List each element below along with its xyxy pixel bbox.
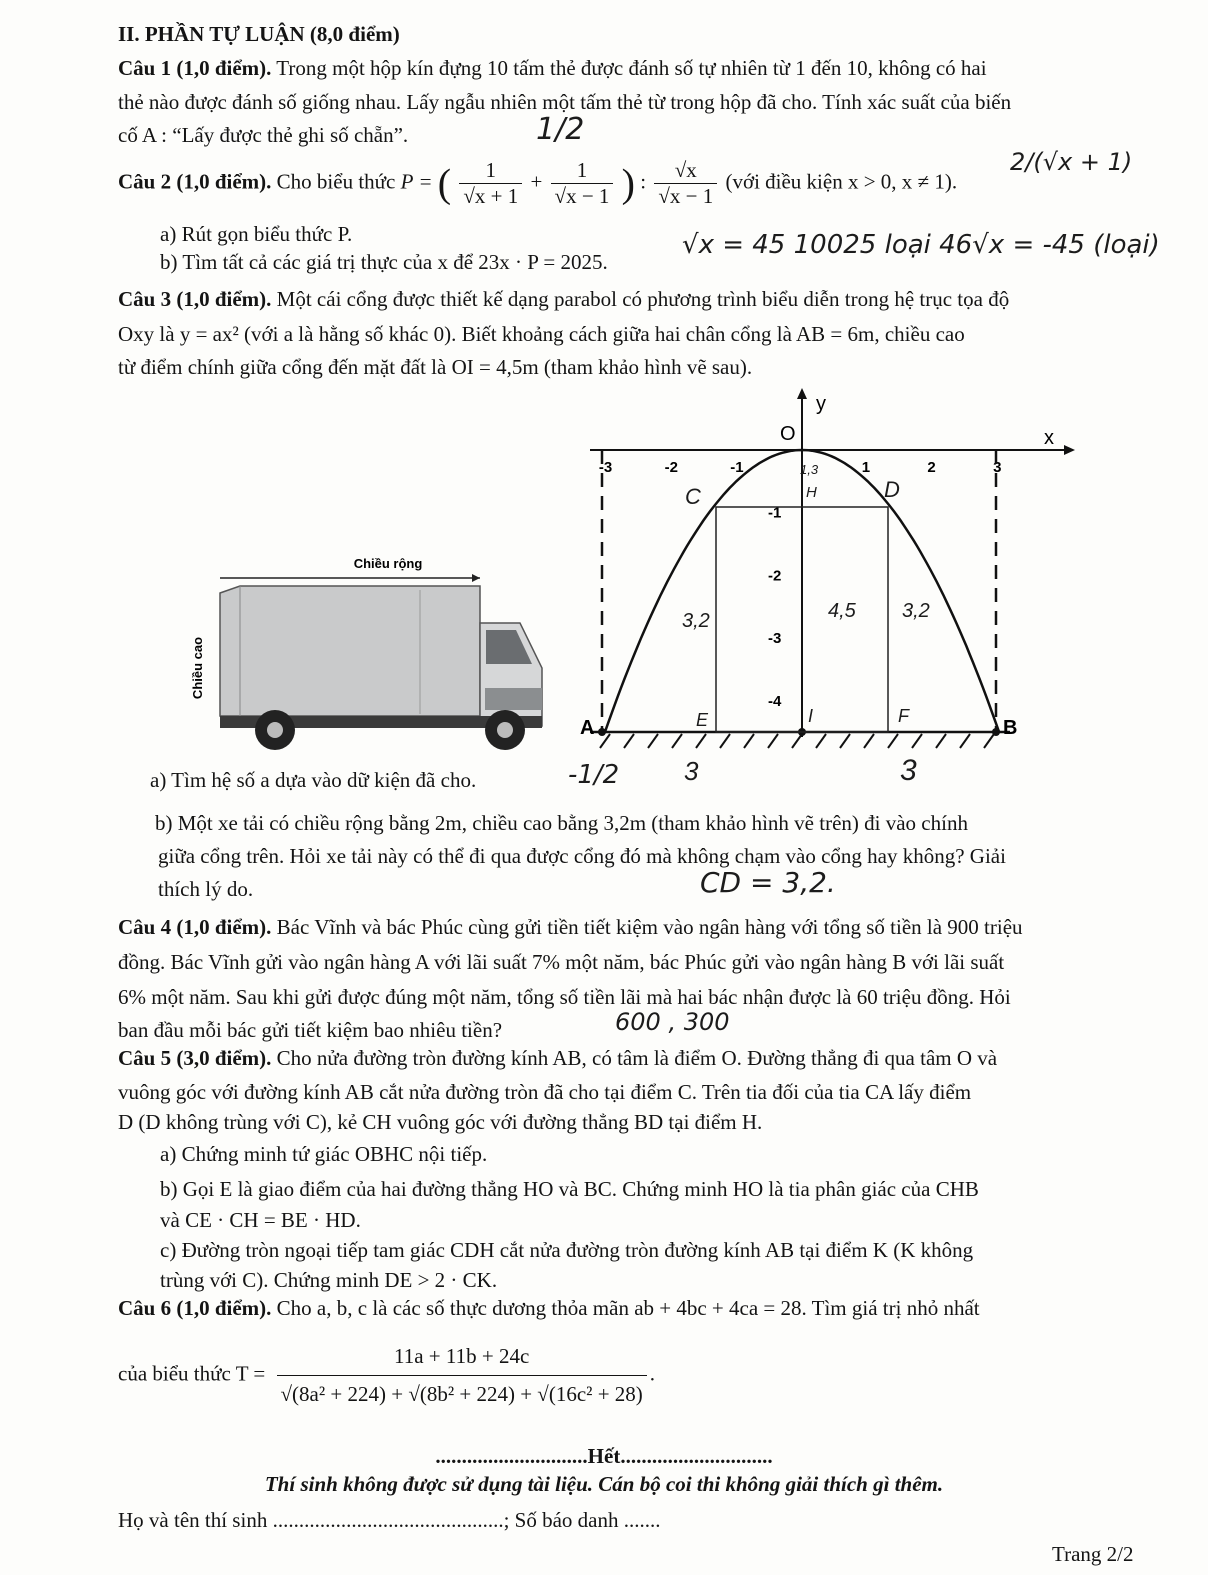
hw-bottom-l: 3: [684, 756, 699, 782]
y-tick-label: -1: [768, 504, 782, 522]
x-axis-label: x: [1044, 427, 1054, 449]
q5-a: a) Chứng minh tứ giác OBHC nội tiếp.: [160, 1142, 488, 1166]
q1-line1: Câu 1 (1,0 điểm). Trong một hộp kín đựng 10 tấm thẻ được đánh số tự nhiên từ 1 đến 10, không có hai: [118, 56, 987, 80]
q4-line1: Câu 4 (1,0 điểm). Bác Vĩnh và bác Phúc cùng gửi tiền tiết kiệm vào ngân hàng với tổng số tiền là 900 triệu: [118, 915, 1023, 939]
truck-width-label: Chiều rộng: [353, 556, 423, 571]
q2-frac3: $\frac{√x}{√x - 1}$: [654, 158, 717, 209]
hw-graph-d: D: [884, 477, 900, 502]
q5-line3: D (D không trùng với C), kẻ CH vuông góc với đường thẳng BD tại điểm H.: [118, 1110, 763, 1134]
q5-c1: c) Đường tròn ngoại tiếp tam giác CDH cắt nửa đường tròn đường kính AB tại điểm K (K không: [160, 1238, 974, 1262]
q5-line1: Câu 5 (3,0 điểm). Cho nửa đường tròn đường kính AB, có tâm là điểm O. Đường thẳng đi qua tâm O và: [118, 1046, 998, 1070]
q2-label: Câu 2 (1,0 điểm).: [118, 169, 272, 194]
q3-b1: b) Một xe tải có chiều rộng bằng 2m, chiều cao bằng 3,2m (tham khảo hình vẽ trên) đi vào chính: [155, 811, 968, 835]
x-tick-label: 3: [993, 459, 1002, 476]
hw-graph-13: 1,3: [800, 462, 819, 477]
x-tick-label: -1: [730, 459, 744, 476]
parabola-graph: [570, 382, 1090, 782]
q6-label: Câu 6 (1,0 điểm).: [118, 1296, 272, 1320]
q5-c2: trùng với C). Chứng minh DE > 2 · CK.: [160, 1268, 498, 1292]
q6-line1: Câu 6 (1,0 điểm). Cho a, b, c là các số thực dương thỏa mãn ab + 4bc + 4ca = 28. Tìm giá trị nhỏ nhất: [118, 1296, 980, 1320]
q4-line4: ban đầu mỗi bác gửi tiết kiệm bao nhiêu tiền?: [118, 1018, 503, 1042]
x-tick-label: -2: [664, 459, 678, 476]
q1-line2: thẻ nào được đánh số giống nhau. Lấy ngẫu nhiên một tấm thẻ từ trong hộp đã cho. Tính xác suất của biến: [118, 90, 1012, 114]
hw-bottom-r: 3: [900, 754, 917, 782]
hw-q2-answer: 2/(√x + 1): [1010, 148, 1133, 176]
footer-note: Thí sinh không được sử dụng tài liệu. Cán bộ coi thi không giải thích gì thêm.: [264, 1472, 944, 1496]
y-axis-label: y: [816, 393, 826, 415]
y-tick-label: -2: [768, 567, 782, 585]
point-b-label: B: [1003, 717, 1018, 739]
truck-illustration: [180, 548, 550, 758]
q1-label: Câu 1 (1,0 điểm).: [118, 56, 272, 80]
q2-line: Câu 2 (1,0 điểm). Cho biểu thức P = ( $\frac{1}{√x + 1}$ + $\frac{1}{√x - 1}$ ) : $\frac{√x}{√x - 1}$ (với điều kiện x > 0, x ≠ 1).: [118, 158, 958, 208]
truck-height-label: Chiều cao: [190, 636, 205, 700]
hw-graph-32l: 3,2: [682, 610, 710, 632]
y-tick-label: -4: [768, 692, 782, 710]
q5-b1: b) Gọi E là giao điểm của hai đường thẳng HO và BC. Chứng minh HO là tia phân giác của CHB: [160, 1177, 979, 1201]
hw-graph-32r: 3,2: [902, 600, 930, 622]
q6-fraction: $\frac{11a + 11b + 24c}{\text{√(8a² + 224) + √(8b² + 224) + √(16c² + 28)}}$: [277, 1344, 647, 1407]
origin-label: O: [780, 423, 796, 445]
hw-q3a-answer: -1/2: [568, 760, 620, 790]
q5-label: Câu 5 (3,0 điểm).: [118, 1046, 272, 1070]
y-tick-label: -3: [768, 630, 782, 648]
q5-line2: vuông góc với đường kính AB cắt nửa đường tròn đã cho tại điểm C. Trên tia đối của tia CA lấy điểm: [118, 1080, 972, 1104]
hw-graph-i: I: [808, 706, 814, 726]
q3-a: a) Tìm hệ số a dựa vào dữ kiện đã cho.: [150, 768, 477, 792]
q2-a: a) Rút gọn biểu thức P.: [160, 222, 353, 246]
hw-graph-45: 4,5: [828, 600, 856, 622]
q4-line3: 6% một năm. Sau khi gửi được đúng một năm, tổng số tiền lãi mà hai bác nhận được là 60 triệu đồng. Hỏi: [118, 985, 1011, 1009]
hw-graph-e: E: [696, 710, 709, 730]
q3-line1: Câu 3 (1,0 điểm). Một cái cổng được thiết kế dạng parabol có phương trình biểu diễn trong hệ trục tọa độ: [118, 287, 1010, 311]
section-title: II. PHẦN TỰ LUẬN (8,0 điểm): [118, 22, 400, 46]
q3-line3: từ điểm chính giữa cổng đến mặt đất là OI = 4,5m (tham khảo hình vẽ sau).: [118, 355, 753, 379]
hw-q3b-answer: CD = 3,2.: [700, 866, 836, 899]
hw-graph-h: H: [806, 484, 817, 501]
hw-q2b-answer: √x = 45 10025 loại 46√x = -45 (loại): [682, 230, 1160, 260]
hw-q1-answer: 1/2: [536, 112, 585, 147]
hw-graph-c: C: [685, 484, 701, 509]
q1-line3: cố A : “Lấy được thẻ ghi số chẵn”.: [118, 123, 409, 147]
q5-b2: và CE · CH = BE · HD.: [160, 1208, 361, 1232]
q2-b: b) Tìm tất cả các giá trị thực của x để 23x · P = 2025.: [160, 250, 608, 274]
x-tick-label: 2: [927, 459, 936, 476]
q6-line2: của biểu thức T = $\frac{11a + 11b + 24c}{\text{√(8a² + 224) + √(8b² + 224) + √(16c² + 28)}}$ .: [118, 1344, 656, 1406]
q4-label: Câu 4 (1,0 điểm).: [118, 915, 272, 939]
q2-frac1: $\frac{1}{√x + 1}$: [459, 158, 522, 209]
q4-line2: đồng. Bác Vĩnh gửi vào ngân hàng A với lãi suất 7% một năm, bác Phúc gửi vào ngân hàng B với lãi suất: [118, 950, 1005, 974]
x-tick-label: -3: [598, 459, 613, 476]
candidate-info: Họ và tên thí sinh ............................................; Số báo danh .......: [118, 1508, 661, 1532]
q3-b3: thích lý do.: [158, 877, 254, 901]
x-tick-label: 1: [861, 459, 871, 476]
point-a-label: A: [580, 717, 595, 739]
q3-line2: Oxy là y = ax² (với a là hằng số khác 0). Biết khoảng cách giữa hai chân cổng là AB = 6m, chiều cao: [118, 322, 965, 346]
hw-graph-f: F: [898, 706, 909, 726]
q3-b2: giữa cổng trên. Hỏi xe tải này có thể đi qua được cổng đó mà không chạm vào cổng hay không? Giải: [158, 844, 1006, 868]
end-marker: .............................Hết.............................: [435, 1444, 773, 1468]
page-number: Trang 2/2: [1052, 1542, 1134, 1566]
hw-q4-answer: 600 , 300: [615, 1008, 730, 1036]
q2-frac2: $\frac{1}{√x - 1}$: [551, 158, 614, 209]
q3-label: Câu 3 (1,0 điểm).: [118, 287, 272, 311]
